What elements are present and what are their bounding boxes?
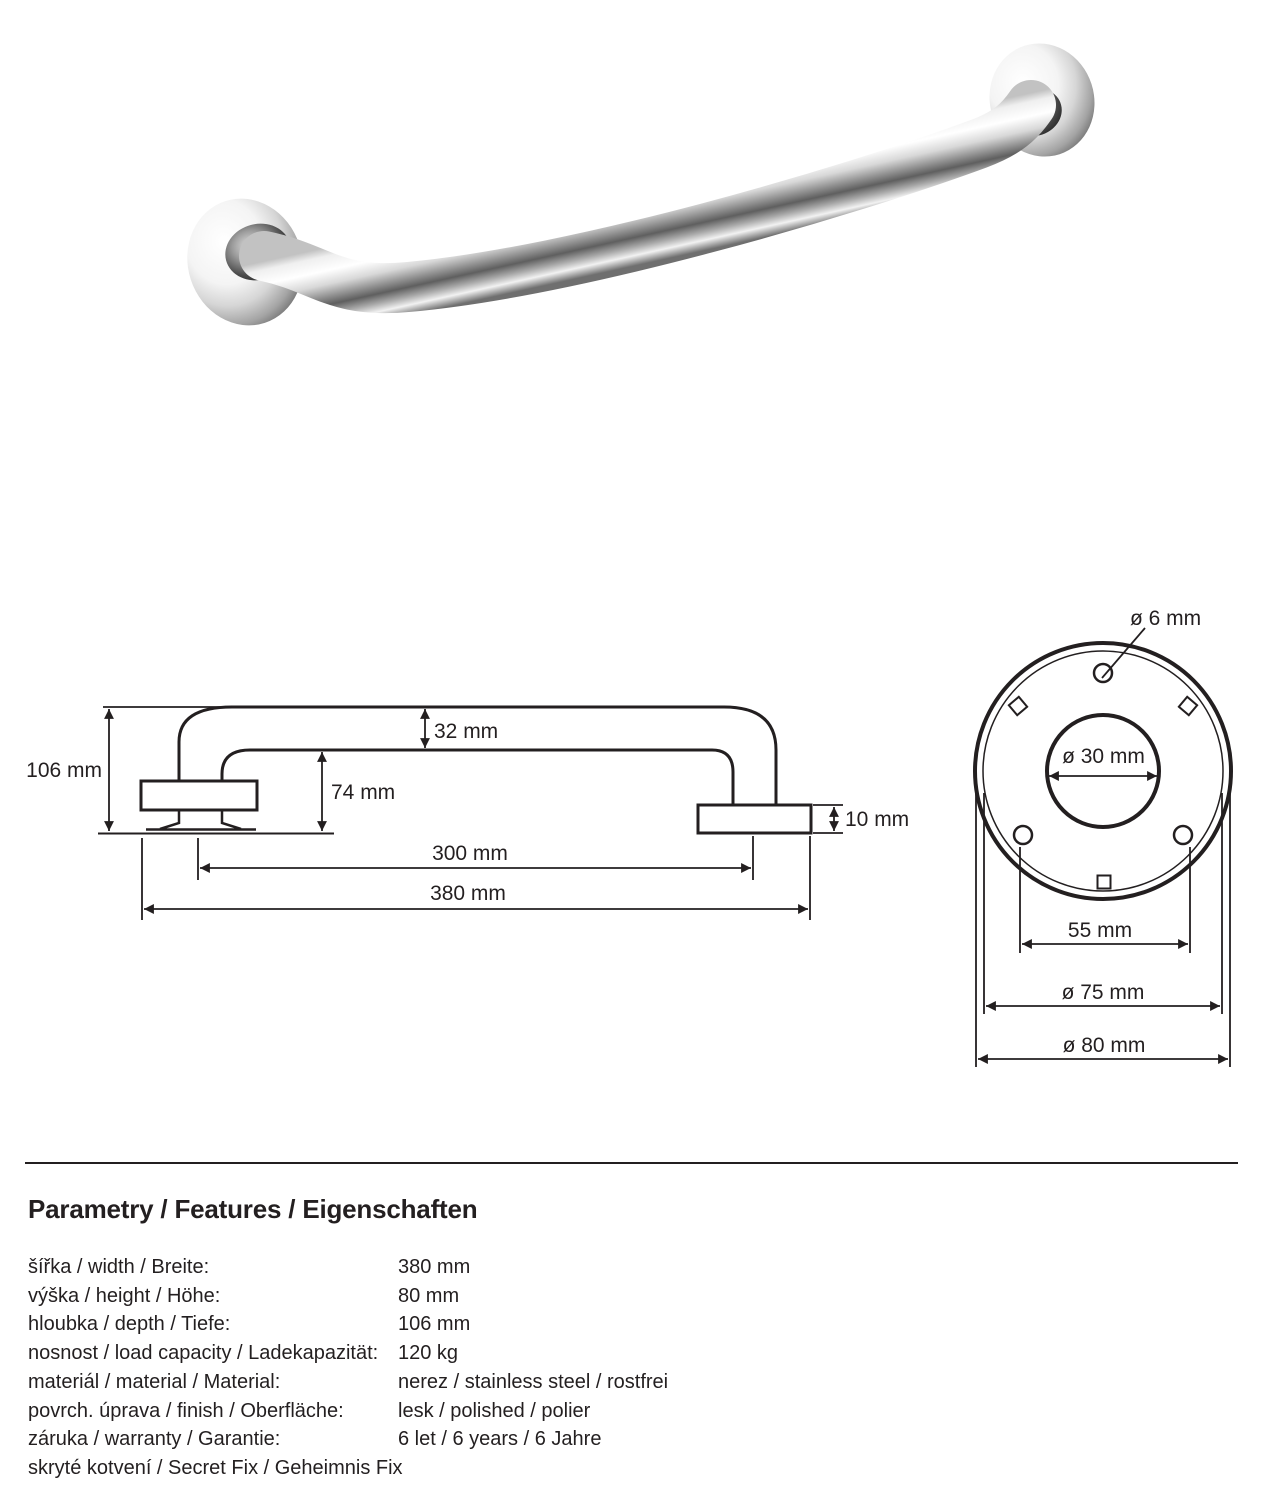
spec-row-secret-fix xyxy=(28,1454,1233,1483)
spec-value: 106 mm xyxy=(398,1313,471,1336)
alignment-square xyxy=(1179,697,1197,715)
spec-value: lesk / polished / polier xyxy=(398,1399,591,1422)
alignment-square xyxy=(1098,876,1111,889)
spec-label: záruka / warranty / Garantie: xyxy=(28,1428,281,1451)
bar-inner-outline xyxy=(222,750,733,806)
spec-value: 380 mm xyxy=(398,1256,471,1278)
spec-label: hloubka / depth / Tiefe: xyxy=(28,1313,231,1336)
spec-label: šířka / width / Breite: xyxy=(28,1256,210,1278)
spec-row-warranty xyxy=(28,1425,1233,1454)
screw-hole xyxy=(1014,826,1032,844)
spec-label: povrch. úprava / finish / Oberfläche: xyxy=(28,1399,344,1422)
extension-line xyxy=(813,805,843,833)
spec-value: nerez / stainless steel / rostfrei xyxy=(398,1370,669,1393)
spec-row-material xyxy=(28,1368,1233,1397)
screw-hole xyxy=(1174,826,1192,844)
dim-label-clearance-height: 74 mm xyxy=(331,781,396,804)
dim-label-screw-hole-diameter: ø 6 mm xyxy=(1130,607,1202,630)
flange-inner-circle xyxy=(983,651,1223,891)
spec-label: materiál / material / Material: xyxy=(28,1370,281,1393)
dim-label-center-hole-diameter: ø 30 mm xyxy=(1062,745,1145,768)
left-mount-plate xyxy=(141,781,257,810)
right-wall-flange xyxy=(698,805,811,833)
spec-label: výška / height / Höhe: xyxy=(28,1284,221,1307)
center-hole-circle xyxy=(1047,715,1159,827)
dim-label-flange-thickness: 10 mm xyxy=(845,808,910,831)
spec-value: 120 kg xyxy=(398,1342,459,1365)
spec-row-height xyxy=(28,1282,1233,1311)
spec-label: skryté kotvení / Secret Fix / Geheimnis Fix xyxy=(28,1456,403,1479)
screw-hole xyxy=(1094,664,1112,682)
left-mount-foot xyxy=(146,810,256,830)
spec-value xyxy=(398,1454,1233,1483)
spec-label: nosnost / load capacity / Ladekapazität: xyxy=(28,1342,379,1365)
spec-row-width xyxy=(28,1253,1233,1282)
spec-row-load-capacity xyxy=(28,1339,1233,1368)
specs-table xyxy=(28,1253,1233,1483)
spec-row-finish xyxy=(28,1397,1233,1426)
section-divider xyxy=(25,1162,1238,1164)
spec-value: 6 let / 6 years / 6 Jahre xyxy=(398,1428,602,1451)
alignment-square xyxy=(1009,697,1027,715)
dim-label-outer-diameter: ø 80 mm xyxy=(1062,1034,1146,1057)
leader-line xyxy=(1102,628,1145,678)
photo-bar xyxy=(264,105,1031,288)
dim-label-tube-diameter: 32 mm xyxy=(434,720,499,743)
spec-row-depth xyxy=(28,1310,1233,1339)
dim-label-inner-diameter: ø 75 mm xyxy=(1061,981,1145,1004)
dim-label-overall-width: 380 mm xyxy=(430,882,506,905)
spec-value: 80 mm xyxy=(398,1284,460,1307)
specs-heading: Parametry / Features / Eigenschaften xyxy=(28,1194,478,1224)
dim-label-screw-spacing: 55 mm xyxy=(1067,919,1133,942)
product-photo xyxy=(171,30,1109,341)
dim-label-mounting-distance: 300 mm xyxy=(432,842,508,865)
dim-label-overall-height: 106 mm xyxy=(26,759,102,782)
